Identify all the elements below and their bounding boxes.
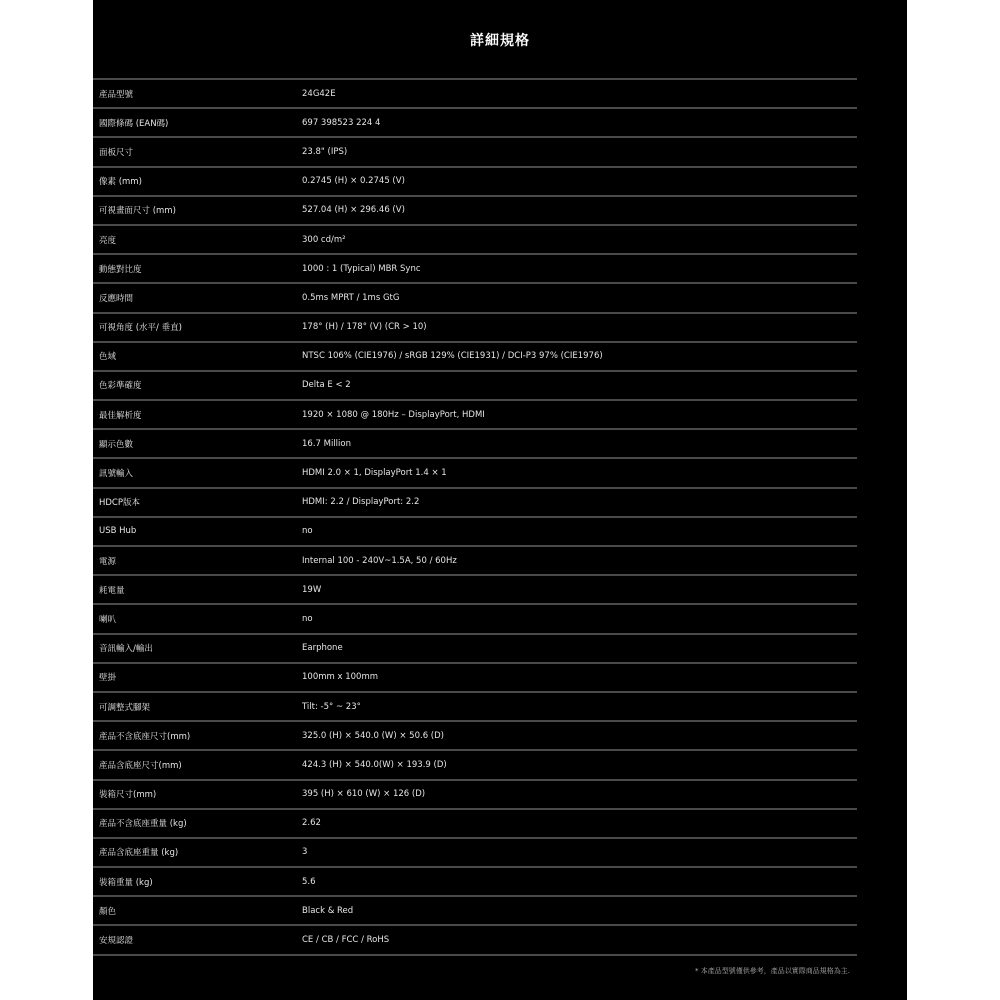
spec-row <box>93 430 857 459</box>
footnote: * 本產品型號僅供參考，產品以實際商品規格為主. <box>695 967 850 975</box>
spec-value: HDMI 2.0 × 1, DisplayPort 1.4 × 1 <box>302 468 447 479</box>
spec-label: 反應時間 <box>99 293 134 304</box>
spec-value: CE / CB / FCC / RoHS <box>302 935 390 946</box>
spec-row <box>93 926 857 955</box>
spec-value: 325.0 (H) × 540.0 (W) × 50.6 (D) <box>302 730 444 741</box>
spec-label: 音訊輸入/輸出 <box>99 644 153 655</box>
spec-label: 產品型號 <box>99 89 134 100</box>
spec-row <box>93 372 857 401</box>
spec-label: USB Hub <box>99 526 137 537</box>
spec-value: Black & Red <box>302 905 354 916</box>
spec-row <box>93 459 857 488</box>
spec-label: HDCP版本 <box>99 498 140 509</box>
spec-table <box>93 78 857 956</box>
spec-label: 喇叭 <box>99 614 117 625</box>
spec-value: no <box>302 526 313 537</box>
spec-label: 裝箱尺寸(mm) <box>99 790 157 801</box>
spec-row <box>93 605 857 634</box>
spec-label: 顏色 <box>99 906 117 917</box>
spec-label: 耗電量 <box>99 585 125 596</box>
spec-row <box>93 489 857 518</box>
spec-row <box>93 839 857 868</box>
spec-label: 可視角度 (水平/ 垂直) <box>99 323 182 334</box>
spec-row <box>93 810 857 839</box>
spec-row <box>93 693 857 722</box>
spec-row <box>93 226 857 255</box>
spec-value: 527.04 (H) × 296.46 (V) <box>302 205 405 216</box>
spec-value: 19W <box>302 584 322 595</box>
spec-label: 最佳解析度 <box>99 410 142 421</box>
spec-label: 訊號輸入 <box>99 469 134 480</box>
spec-label: 亮度 <box>99 235 117 246</box>
spec-value: 0.5ms MPRT / 1ms GtG <box>302 292 400 303</box>
spec-row <box>93 576 857 605</box>
spec-row <box>93 314 857 343</box>
spec-label: 可視畫面尺寸 (mm) <box>99 206 176 217</box>
spec-label: 國際條碼 (EAN碼) <box>99 118 169 129</box>
spec-row <box>93 781 857 810</box>
spec-value: 697 398523 224 4 <box>302 117 381 128</box>
spec-value: 300 cd/m² <box>302 234 346 245</box>
spec-value: Internal 100 - 240V~1.5A, 50 / 60Hz <box>302 555 457 566</box>
spec-row <box>93 138 857 167</box>
spec-value: 16.7 Million <box>302 438 351 449</box>
spec-label: 動態對比度 <box>99 264 142 275</box>
spec-row <box>93 343 857 372</box>
spec-label: 壁掛 <box>99 673 117 684</box>
spec-label: 產品含底座重量 (kg) <box>99 848 179 859</box>
spec-label: 產品不含底座重量 (kg) <box>99 819 187 830</box>
spec-value: 5.6 <box>302 876 316 887</box>
spec-row <box>93 401 857 430</box>
spec-value: Delta E < 2 <box>302 380 351 391</box>
spec-label: 產品不含底座尺寸(mm) <box>99 731 191 742</box>
spec-row <box>93 80 857 109</box>
spec-value: 395 (H) × 610 (W) × 126 (D) <box>302 789 426 800</box>
spec-label: 色域 <box>99 352 117 363</box>
spec-row <box>93 897 857 926</box>
spec-value: 100mm x 100mm <box>302 672 379 683</box>
spec-label: 色彩準確度 <box>99 381 142 392</box>
spec-row <box>93 868 857 897</box>
spec-value: 1920 × 1080 @ 180Hz – DisplayPort, HDMI <box>302 409 485 420</box>
spec-value: Earphone <box>302 643 343 654</box>
spec-row <box>93 168 857 197</box>
spec-value: 24G42E <box>302 88 336 99</box>
spec-label: 產品含底座尺寸(mm) <box>99 760 182 771</box>
spec-label: 像素 (mm) <box>99 177 142 188</box>
spec-value: 1000 : 1 (Typical) MBR Sync <box>302 263 421 274</box>
spec-value: no <box>302 613 313 624</box>
spec-label: 可調整式腳架 <box>99 702 151 713</box>
spec-label: 安規認證 <box>99 936 134 947</box>
spec-label: 顯示色數 <box>99 439 134 450</box>
spec-value: NTSC 106% (CIE1976) / sRGB 129% (CIE1931) / DCI-P3 97% (CIE1976) <box>302 351 603 362</box>
spec-row <box>93 664 857 693</box>
spec-row <box>93 547 857 576</box>
spec-value: HDMI: 2.2 / DisplayPort: 2.2 <box>302 497 420 508</box>
spec-row <box>93 722 857 751</box>
spec-row <box>93 284 857 313</box>
spec-value: 0.2745 (H) × 0.2745 (V) <box>302 176 405 187</box>
spec-value: Tilt: -5° ~ 23° <box>302 701 361 712</box>
spec-panel <box>93 0 907 1000</box>
spec-value: 3 <box>302 847 308 858</box>
spec-value: 2.62 <box>302 818 321 829</box>
spec-row <box>93 109 857 138</box>
spec-row <box>93 635 857 664</box>
spec-label: 電源 <box>99 556 117 567</box>
spec-label: 面板尺寸 <box>99 147 134 158</box>
spec-row <box>93 255 857 284</box>
spec-value: 424.3 (H) × 540.0(W) × 193.9 (D) <box>302 759 447 770</box>
spec-row <box>93 751 857 780</box>
page-title: 詳細規格 <box>470 33 530 49</box>
spec-value: 178° (H) / 178° (V) (CR > 10) <box>302 322 427 333</box>
spec-label: 裝箱重量 (kg) <box>99 877 153 888</box>
spec-row <box>93 197 857 226</box>
spec-row <box>93 518 857 547</box>
spec-value: 23.8" (IPS) <box>302 146 348 157</box>
